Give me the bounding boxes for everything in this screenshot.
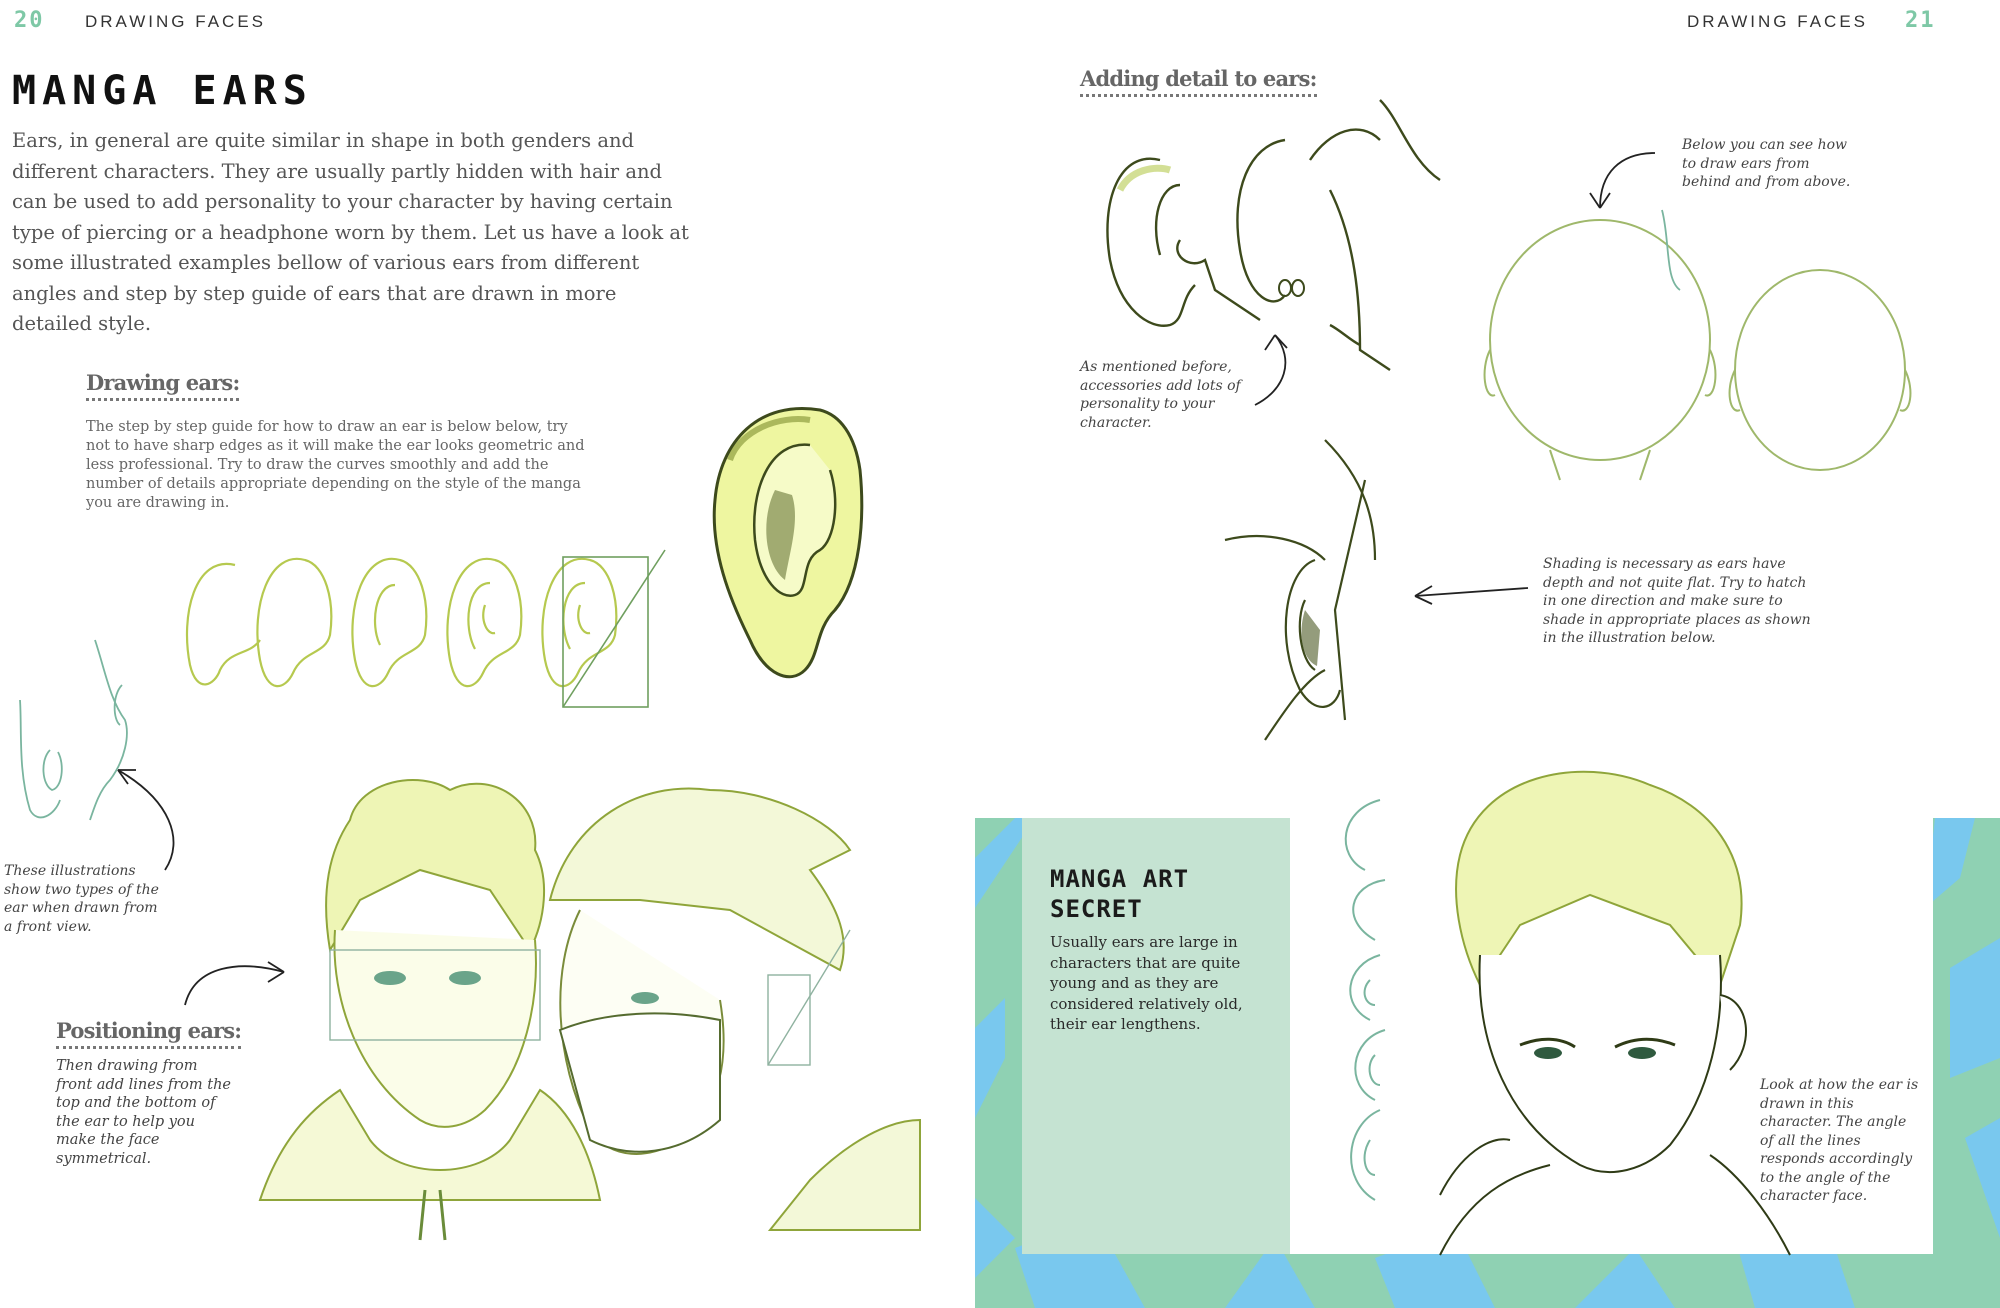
ear-steps-illustration [175, 545, 675, 725]
shading-caption: Shading is necessary as ears have depth and not quite flat. Try to hatch in one direction and make sure to shade in appropriate places as shown in the illustration below. [1543, 556, 1811, 646]
positioning-ears-text: Then drawing from front add lines from the top and the bottom of the ear to help you make the face symmetrical. [56, 1058, 231, 1167]
running-head-right: DRAWING FACES [1687, 12, 1868, 31]
page-number-right: 21 [1905, 8, 1936, 33]
accessories-caption: As mentioned before, accessories add lots of personality to your character. [1080, 359, 1241, 431]
drawing-ears-text: The step by step guide for how to draw an ear is below below, try not to have sharp edges as it will make the ear looks geometric and less professional. Try to draw the curves smoothly and add the number of details appropriate depending on the style of the manga you are drawing in. [86, 419, 585, 511]
drawing-ears-heading: Drawing ears: [86, 370, 239, 401]
character-ear-illustration [1380, 755, 1800, 1255]
behind-caption: Below you can see how to draw ears from behind and from above. [1682, 137, 1851, 190]
front-view-caption: These illustrations show two types of the ear when drawn from a front view. [4, 863, 159, 935]
manga-art-secret-box [1022, 818, 1290, 1254]
behind-arrow-icon [1580, 148, 1660, 218]
secret-title: MANGA ART SECRET [1050, 865, 1190, 923]
positioning-ears-heading: Positioning ears: [56, 1018, 241, 1049]
intro-paragraph: Ears, in general are quite similar in shape in both genders and different characters. They are usually partly hidden with hair and can be used to add personality to your character by having certain type of piercing or a headphone worn by them. Let us have a look at some illustrated examples bellow of various ears from different angles and step by step guide of ears that are drawn in more detailed style. [12, 129, 689, 335]
accessory-ears-illustration [1080, 100, 1460, 360]
positioning-arrow-icon [180, 950, 290, 1010]
shaded-ear-illustration [700, 400, 870, 690]
page-number-left: 20 [14, 8, 45, 33]
running-head-left: DRAWING FACES [85, 12, 266, 31]
adding-detail-heading: Adding detail to ears: [1080, 66, 1317, 97]
character-caption: Look at how the ear is drawn in this character. The angle of all the lines responds accordingly to the angle of the character face. [1760, 1077, 1919, 1204]
page-title: MANGA EARS [12, 68, 313, 114]
shading-arrow-icon [1410, 578, 1530, 608]
accessories-arrow-icon [1245, 330, 1315, 410]
positioning-characters-illustration [250, 760, 920, 1240]
secret-text: Usually ears are large in characters that are quite young and as they are considered relatively old, their ear lengthens. [1050, 933, 1243, 1033]
